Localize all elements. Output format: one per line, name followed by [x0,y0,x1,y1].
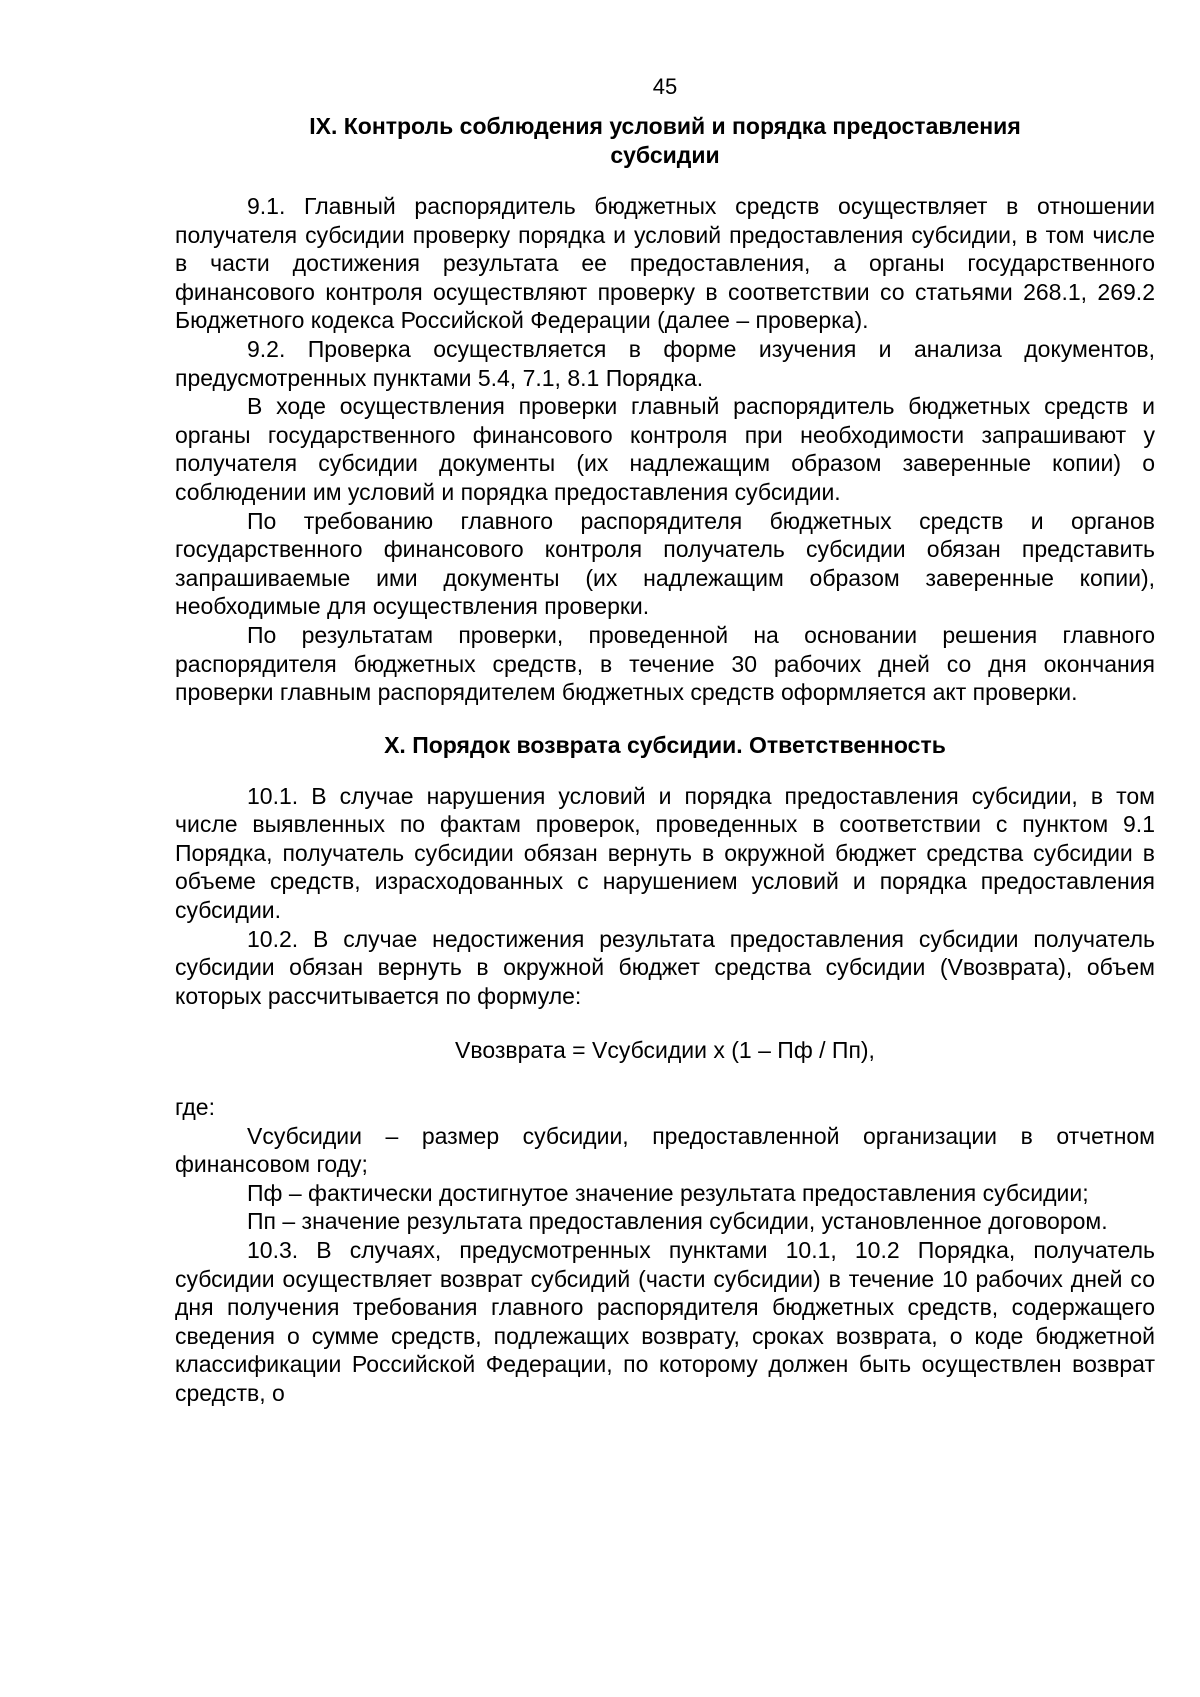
where-label: где: [175,1094,215,1121]
paragraph-10-3: 10.3. В случаях, предусмотренных пунктами 10.1, 10.2 Порядка, получатель субсидии осуществляет возврат субсидий (части субсидии) в течение 10 рабочих дней со дня получения требования главного распорядителя бюджетных средств, содержащего сведения о сумме средств, подлежащих возврату, сроках возврата, о коде бюджетной классификации Российской Федерации, по которому должен быть осуществлен возврат средств, о [175,1237,1155,1406]
refund-formula: Vвозврата = Vсубсидии x (1 – Пф / Пп), [455,1037,875,1064]
definition-v-subsidy: Vсубсидии – размер субсидии, предоставленной организации в отчетном финансовом году; [175,1122,1155,1178]
paragraph-9-2: 9.2. Проверка осуществляется в форме изучения и анализа документов, предусмотренных пунктами 5.4, 7.1, 8.1 Порядка. [175,335,1155,391]
section-ix-heading-line2: субсидии [610,142,720,168]
paragraph-check-documents: По требованию главного распорядителя бюджетных средств и органов государственного финансового контроля получатель субсидии обязан представить запрашиваемые ими документы (их надлежащим образом заверенные копии), необходимые для осуществления проверки. [175,507,1155,620]
paragraph-check-results: По результатам проверки, проведенной на основании решения главного распорядителя бюджетных средств, в течение 30 рабочих дней со дня окончания проверки главным распорядителем бюджетных средств оформляется акт проверки. [175,621,1155,706]
paragraph-10-1: 10.1. В случае нарушения условий и порядка предоставления субсидии, в том числе выявленных по фактам проверок, проведенных в соответствии с пунктом 9.1 Порядка, получатель субсидии обязан вернуть в окружной бюджет средства субсидии в объеме средств, израсходованных с нарушением условий и порядка предоставления субсидии. [175,782,1155,924]
section-ix-heading-line1: IX. Контроль соблюдения условий и порядка предоставления [309,113,1021,139]
document-page [175,60,1155,1408]
definition-pp: Пп – значение результата предоставления субсидии, установленное договором. [247,1208,1108,1235]
paragraph-10-2: 10.2. В случае недостижения результата предоставления субсидии получатель субсидии обязан вернуть в окружной бюджет средства субсидии (Vвозврата), объем которых рассчитывается по формуле: [175,925,1155,1009]
definition-pf: Пф – фактически достигнутое значение результата предоставления субсидии; [247,1179,1089,1206]
paragraph-9-1: 9.1. Главный распорядитель бюджетных средств осуществляет в отношении получателя субсидии проверку порядка и условий предоставления субсидии, в том числе в части достижения результата ее предоставления, а органы государственного финансового контроля осуществляют проверку в соответствии со статьями 268.1, 269.2 Бюджетного кодекса Российской Федерации (далее – проверка). [175,193,1155,334]
section-ix-heading [175,112,1155,170]
paragraph-check-requests: В ходе осуществления проверки главный распорядитель бюджетных средств и органы государственного финансового контроля при необходимости запрашивают у получателя субсидии документы (их надлежащим образом заверенные копии) о соблюдении им условий и порядка предоставления субсидии. [175,393,1155,505]
page-number: 45 [652,74,678,99]
section-x-heading: X. Порядок возврата субсидии. Ответственность [384,731,946,758]
